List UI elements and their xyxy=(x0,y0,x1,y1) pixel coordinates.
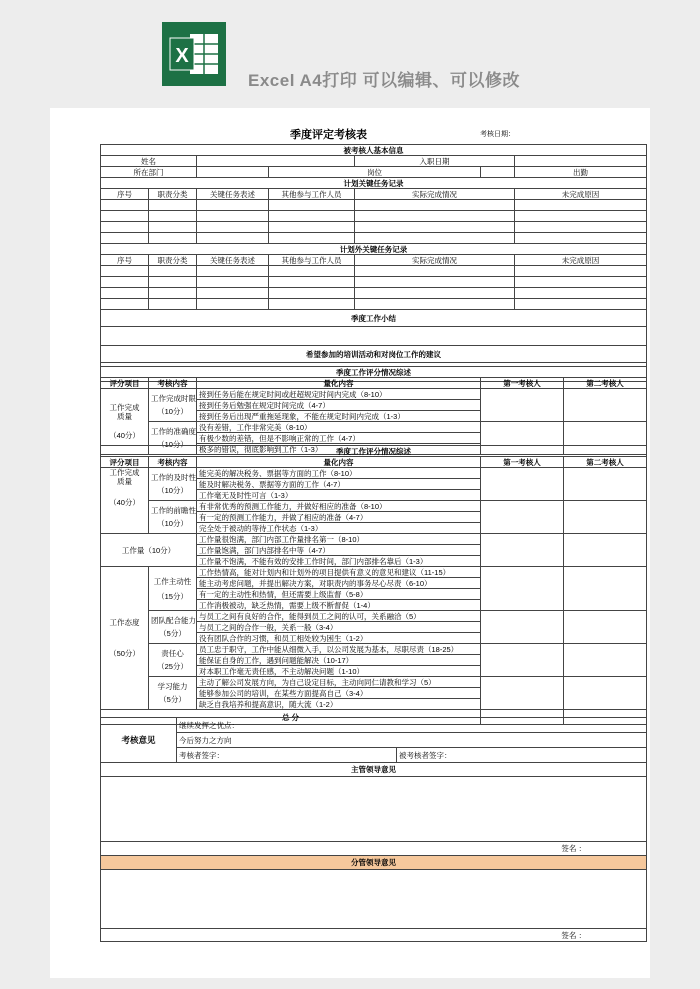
criteria-text: 工作量不饱满，不能有效的安排工作时间，部门内部排名靠后（1-3） xyxy=(197,556,481,567)
join-date-field[interactable] xyxy=(515,156,647,167)
category-volume: 工作量（10分） xyxy=(101,534,197,567)
sub-accuracy: 工作的准确度 （10分） xyxy=(149,422,197,455)
name-label: 姓名 xyxy=(101,156,197,167)
category-attitude: 工作态度 （50分） xyxy=(101,567,149,710)
col-header: 实际完成情况 xyxy=(355,189,515,200)
col-header: 未完成原因 xyxy=(515,255,647,266)
col-header: 关键任务表述 xyxy=(197,189,269,200)
col-header: 序号 xyxy=(101,255,149,266)
criteria-text: 对本职工作毫无责任感，不主动解决问题（1-10） xyxy=(197,666,481,677)
col-header: 职责分类 xyxy=(149,255,197,266)
sub-learning: 学习能力 （5分） xyxy=(149,677,197,710)
category-quality: 工作完成 质量 （40分） xyxy=(101,389,149,455)
criteria-text: 能保证自身的工作，遇到问题能解决（10-17） xyxy=(197,655,481,666)
join-date-label: 入职日期 xyxy=(355,156,515,167)
col-header: 第二考核人 xyxy=(564,378,647,389)
col-header: 考核内容 xyxy=(149,457,197,468)
table-row xyxy=(101,211,647,222)
opinion-label: 考核意见 xyxy=(101,718,177,763)
second-score-field[interactable] xyxy=(564,567,647,611)
first-score-field[interactable] xyxy=(481,677,564,710)
main-leader-label: 主管领导意见 xyxy=(101,763,647,777)
branch-leader-signature[interactable]: 签名 ： xyxy=(101,929,647,942)
col-header: 其他参与工作人员 xyxy=(269,255,355,266)
page-title: 季度评定考核表 xyxy=(290,129,367,141)
main-leader-area[interactable] xyxy=(101,777,647,842)
first-score-field[interactable] xyxy=(481,567,564,611)
excel-logo-icon xyxy=(162,22,226,86)
first-score-field[interactable] xyxy=(481,534,564,567)
table-row xyxy=(101,299,647,310)
sub-timeliness: 工作的及时性 （10分） xyxy=(149,468,197,501)
section-quarter-summary: 季度工作小结 xyxy=(101,310,647,327)
col-header: 实际完成情况 xyxy=(355,255,515,266)
sub-time-limit: 工作完成时限 （10分） xyxy=(149,389,197,422)
table-row xyxy=(101,266,647,277)
criteria-text: 工作量饱满，部门内部排名中等（4-7） xyxy=(197,545,481,556)
section-basic-info: 被考核人基本信息 xyxy=(101,145,647,156)
criteria-text: 能够参加公司的培训，在某些方面提高自己（3-4） xyxy=(197,688,481,699)
criteria-text: 员工忠于职守，工作中能从细微入手，以公司发展为基本，尽职尽责（18-25） xyxy=(197,644,481,655)
second-score-field[interactable] xyxy=(564,644,647,677)
assessee-signature[interactable]: 被考核者签字： xyxy=(397,748,647,763)
criteria-text: 工作热情高，能对计划内和计划外的项目提供有意义的意见和建议（11-15） xyxy=(197,567,481,578)
first-score-field[interactable] xyxy=(481,389,564,422)
sub-teamwork: 团队配合能力 （5分） xyxy=(149,611,197,644)
second-score-field[interactable] xyxy=(564,677,647,710)
dept-label: 所在部门 xyxy=(101,167,197,178)
first-score-field[interactable] xyxy=(481,468,564,501)
table-row xyxy=(101,233,647,244)
criteria-text: 有极少数的差错，但是不影响正常的工作（4-7） xyxy=(197,433,481,444)
criteria-text: 工作量很饱满，部门内部工作量排名第一（8-10） xyxy=(197,534,481,545)
criteria-text: 能及时解决税务、票据等方面的工作（4-7） xyxy=(197,479,481,490)
evaluation-table-1 xyxy=(100,366,647,455)
branch-leader-area[interactable] xyxy=(101,870,647,929)
criteria-text: 能主动考虑问题，并提出解决方案，对职责内的事务尽心尽责（6-10） xyxy=(197,578,481,589)
section-eval-2: 季度工作评分情况综述 xyxy=(101,446,647,457)
dept-field[interactable] xyxy=(197,167,269,178)
section-eval-1: 季度工作评分情况综述 xyxy=(101,367,647,378)
col-header: 量化内容 xyxy=(197,457,481,468)
criteria-text: 主动了解公司发展方向，为自己设定目标，主动向同仁请教和学习（5） xyxy=(197,677,481,688)
sub-foresight: 工作的前瞻性 （10分） xyxy=(149,501,197,534)
assessor-signature[interactable]: 考核者签字： xyxy=(177,748,397,763)
second-score-field[interactable] xyxy=(564,501,647,534)
assessment-date-label: 考核日期： xyxy=(480,131,515,138)
criteria-text: 缺乏自我培养和提高意识，随大流（1-2） xyxy=(197,699,481,710)
col-header: 考核内容 xyxy=(149,378,197,389)
criteria-text: 与员工之间有良好的合作，能得到员工之间的认可，关系融洽（5） xyxy=(197,611,481,622)
table-row xyxy=(101,288,647,299)
second-score-field[interactable] xyxy=(564,389,647,422)
assessment-table-top xyxy=(100,144,647,382)
banner-text: Excel A4打印 可以编辑、可以修改 xyxy=(248,71,520,90)
first-score-field[interactable] xyxy=(481,644,564,677)
criteria-text: 与员工之间的合作一般，关系一般（3-4） xyxy=(197,622,481,633)
criteria-text: 工作消极被动，缺乏热情，需要上级不断督促（1-4） xyxy=(197,600,481,611)
table-row xyxy=(101,200,647,211)
col-header: 第二考核人 xyxy=(564,457,647,468)
position-label: 岗位 xyxy=(269,167,481,178)
table-row xyxy=(101,277,647,288)
col-header: 未完成原因 xyxy=(515,189,647,200)
improvement-field[interactable]: 今后努力之方向 xyxy=(177,733,647,748)
criteria-text: 有非常优秀的预测工作能力，并做好相应的准备（8-10） xyxy=(197,501,481,512)
section-planned-tasks: 计划关键任务记录 xyxy=(101,178,647,189)
col-header: 评分项目 xyxy=(101,457,149,468)
section-training: 希望参加的培训活动和对岗位工作的建议 xyxy=(101,346,647,363)
sub-responsibility: 责任心 （25分） xyxy=(149,644,197,677)
col-header: 第一考核人 xyxy=(481,457,564,468)
col-header: 评分项目 xyxy=(101,378,149,389)
attendance-label: 出勤 xyxy=(515,167,647,178)
svg-text:X: X xyxy=(175,45,189,67)
strengths-field[interactable]: 继续发挥之优点： xyxy=(177,718,647,733)
second-score-field[interactable] xyxy=(564,468,647,501)
second-score-field[interactable] xyxy=(564,611,647,644)
criteria-text: 接到任务后能在规定时间或赶超规定时间内完成（8-10） xyxy=(197,389,481,400)
criteria-text: 能完美的解决税务、票据等方面的工作（8-10） xyxy=(197,468,481,479)
branch-leader-label: 分管领导意见 xyxy=(101,856,647,870)
sub-initiative: 工作主动性 （15分） xyxy=(149,567,197,611)
criteria-text: 没有差错，工作非常完美（8-10） xyxy=(197,422,481,433)
main-leader-signature[interactable]: 签名 ： xyxy=(101,842,647,856)
evaluation-table-2 xyxy=(100,445,647,725)
criteria-text: 有一定的主动性和热情，但还需要上级监督（5-8） xyxy=(197,589,481,600)
section-unplanned-tasks: 计划外关键任务记录 xyxy=(101,244,647,255)
col-header: 其他参与工作人员 xyxy=(269,189,355,200)
col-header: 量化内容 xyxy=(197,378,481,389)
criteria-text: 完全处于被动的等待工作状态（1-3） xyxy=(197,523,481,534)
opinion-table xyxy=(100,717,647,942)
col-header: 职责分类 xyxy=(149,189,197,200)
criteria-text: 接到任务后出现严重拖延现象，不能在规定时间内完成（1-3） xyxy=(197,411,481,422)
col-header: 第一考核人 xyxy=(481,378,564,389)
category-quality-2: 工作完成 质量 （40分） xyxy=(101,468,149,534)
col-header: 关键任务表述 xyxy=(197,255,269,266)
criteria-text: 极多的错误，彻底影响到工作（1-3） xyxy=(197,444,481,455)
criteria-text: 工作毫无及时性可言（1-3） xyxy=(197,490,481,501)
criteria-text: 没有团队合作的习惯，和员工相处较为困生（1-2） xyxy=(197,633,481,644)
second-score-field[interactable] xyxy=(564,534,647,567)
criteria-text: 有一定的预测工作能力，并做了相应的准备（4-7） xyxy=(197,512,481,523)
total-label: 总 分 xyxy=(101,710,481,725)
position-field[interactable] xyxy=(481,167,515,178)
col-header: 序号 xyxy=(101,189,149,200)
table-row xyxy=(101,222,647,233)
name-field[interactable] xyxy=(197,156,355,167)
criteria-text: 接到任务后勉强在规定时间完成（4-7） xyxy=(197,400,481,411)
first-score-field[interactable] xyxy=(481,611,564,644)
summary-area[interactable] xyxy=(101,327,647,346)
first-score-field[interactable] xyxy=(481,501,564,534)
